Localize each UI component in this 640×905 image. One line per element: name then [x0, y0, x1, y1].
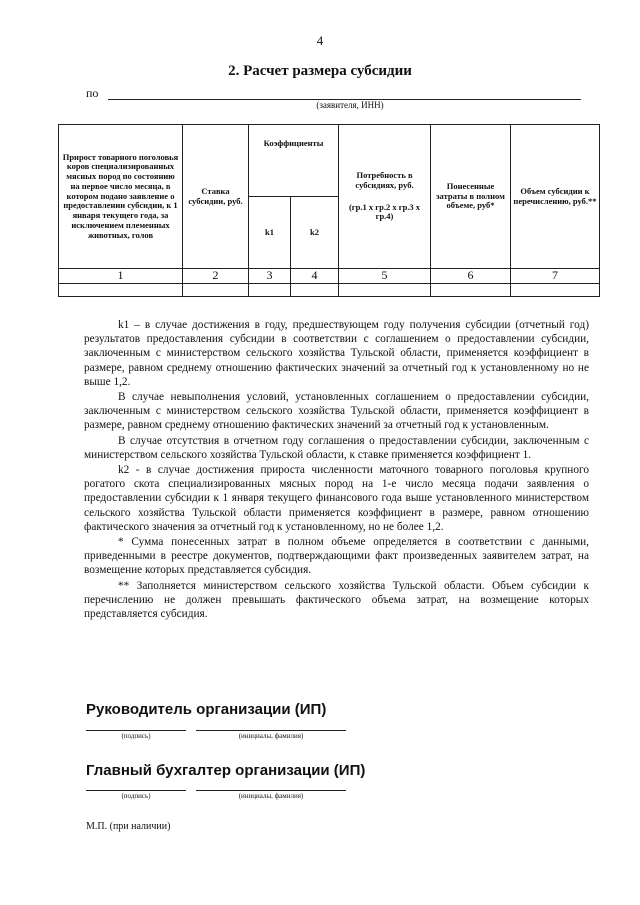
signature-caption: (подпись) [121, 732, 151, 740]
empty-cell[interactable] [339, 283, 431, 296]
column-number: 2 [183, 269, 249, 284]
empty-cell[interactable] [291, 283, 339, 296]
header-coefficients: Коэффициенты [249, 125, 339, 197]
name-line[interactable] [196, 790, 346, 791]
header-costs: Понесенные затраты в полном объеме, руб* [431, 125, 511, 269]
subsidy-calculation-table [58, 124, 600, 297]
empty-cell[interactable] [431, 283, 511, 296]
header-transfer-volume: Объем субсидии к перечислению, руб.** [511, 125, 600, 269]
accountant-signature-title: Главный бухгалтер организации (ИП) [86, 762, 366, 779]
header-need [339, 125, 431, 269]
name-line[interactable] [196, 730, 346, 731]
column-number: 5 [339, 269, 431, 284]
applicant-line [86, 86, 581, 101]
header-k1: k1 [249, 197, 291, 269]
footnote-transfer: ** Заполняется министерством сельского хозяйства Тульской области. Объем субсидии к перечислению не должен превышать фактического объема затрат, на возмещение которых представляется субсидия. [84, 579, 589, 621]
applicant-caption: (заявителя, ИНН) [316, 100, 384, 110]
header-growth: Прирост товарного поголовья коров специализированных мясных пород по состоянию на первое число месяца, в котором подано заявление о предоставлении субсидии, к 1 января текущего года, за исключением племенных животных, голов [59, 125, 183, 269]
po-label: по [86, 86, 99, 100]
paragraph-non-fulfillment: В случае невыполнения условий, установленных соглашением о предоставлении субсидии, заключенным с министерством сельского хозяйства Тульской области, применяется коэффициент в размере, равном среднему отношению фактических значений за отчетный год к установленным. [84, 391, 589, 432]
signature-line[interactable] [86, 730, 186, 731]
column-number: 6 [431, 269, 511, 284]
header-need-formula: (гр.1 х гр.2 х гр.3 х гр.4) [348, 201, 421, 222]
head-signature-lines [86, 730, 346, 744]
paragraph-k1: k1 – в случае достижения в году, предшествующем году получения субсидии (отчетный год) результатов предоставления субсидии в соответствии с соглашением о предоставлении субсидии, заключенным с министерством сельского хозяйства Тульской области, применяется коэффициент в размере, равном среднему отношению фактических значений за отчетный год к установленному но не выше 1,2. [84, 319, 589, 388]
column-number: 7 [511, 269, 600, 284]
stamp-note: М.П. (при наличии) [86, 821, 171, 832]
column-number-row [59, 269, 600, 284]
paragraph-no-agreement: В случае отсутствия в отчетном году соглашения о предоставлении субсидии, заключенным с министерством сельского хозяйства Тульской области, к ставке применяется коэффициент 1. [84, 434, 589, 461]
signature-line[interactable] [86, 790, 186, 791]
header-need-label: Потребность в субсидиях, руб. [355, 169, 414, 190]
header-k2: k2 [291, 197, 339, 269]
column-number: 1 [59, 269, 183, 284]
empty-cell[interactable] [183, 283, 249, 296]
explanatory-text [84, 318, 589, 622]
name-caption: (инициалы, фамилия) [238, 732, 304, 740]
page-number: 4 [316, 33, 324, 48]
accountant-signature-lines [86, 790, 346, 804]
column-number: 4 [291, 269, 339, 284]
name-caption: (инициалы, фамилия) [238, 792, 304, 800]
empty-cell[interactable] [511, 283, 600, 296]
footnote-costs: * Сумма понесенных затрат в полном объеме определяется в соответствии с данными, приведенными в реестре документов, подтверждающими факт произведенных заявителем затрат, на возмещение которых представляется субсидия. [84, 536, 589, 577]
paragraph-k2: k2 - в случае достижения прироста численности маточного товарного поголовья крупного рогатого скота специализированных мясных пород на 1-е число месяца подачи заявления о предоставлении субсидии к 1 января текущего финансового года выше установленного министерством сельского хозяйства Тульской области применяется коэффициент в размере, равном отношению фактического значения за отчетный год к установленному, но не более 1,2. [84, 464, 589, 533]
empty-cell[interactable] [59, 283, 183, 296]
header-rate: Ставка субсидии, руб. [183, 125, 249, 269]
signature-caption: (подпись) [121, 792, 151, 800]
empty-cell[interactable] [249, 283, 291, 296]
section-title: 2. Расчет размера субсидии [228, 63, 412, 79]
column-number: 3 [249, 269, 291, 284]
empty-data-row [59, 283, 600, 296]
head-signature-title: Руководитель организации (ИП) [86, 701, 327, 718]
